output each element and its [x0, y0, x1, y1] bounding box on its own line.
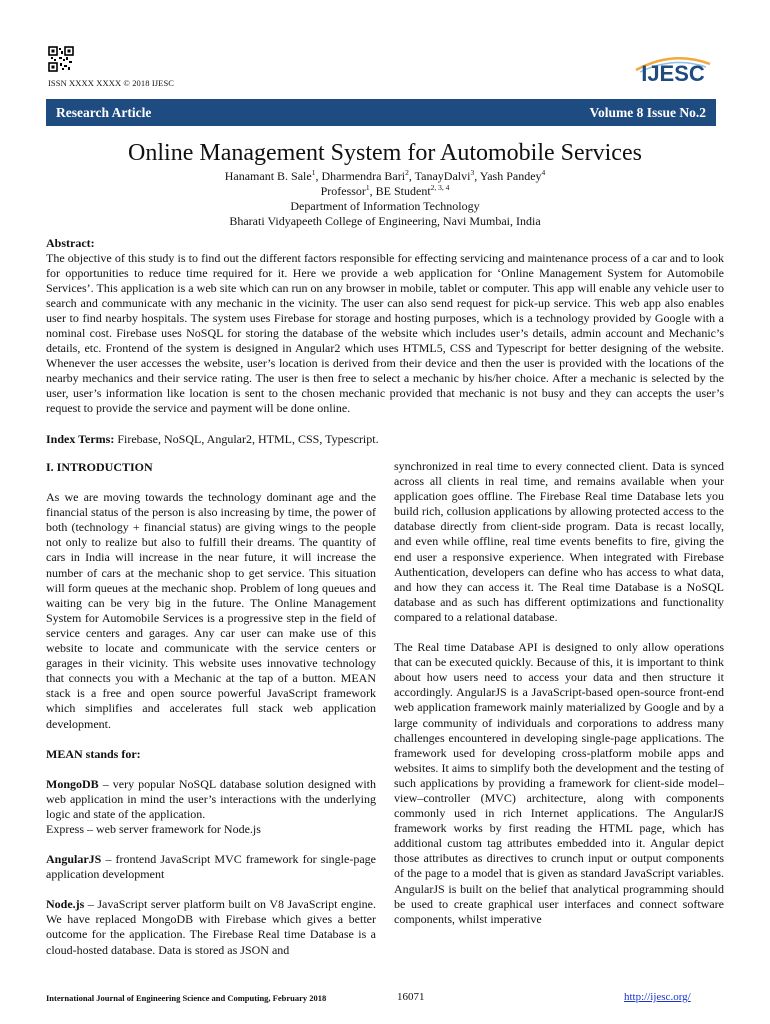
author-roles [0, 184, 770, 199]
article-type: Research Article [56, 104, 152, 120]
left-column [46, 460, 376, 973]
express-text: Express – web server framework for Node.js [46, 821, 261, 836]
volume-issue: Volume 8 Issue No.2 [589, 104, 706, 120]
mongodb-paragraph [46, 777, 376, 837]
author-name: , Dharmendra Bari [315, 169, 406, 183]
role-label: , BE Student [369, 184, 431, 198]
footer-url-link[interactable]: http://ijesc.org/ [624, 991, 691, 1003]
index-terms-label: Index Terms: [46, 432, 115, 446]
term-label: MongoDB [46, 776, 99, 791]
affiliation-mark: 4 [541, 168, 546, 177]
index-terms [46, 432, 724, 447]
term-label: Node.js [46, 897, 85, 912]
author-list [0, 169, 770, 184]
abstract-heading: Abstract: [46, 236, 95, 250]
realtime-api-paragraph: The Real time Database API is designed to only allow operations that can be executed quickly. Because of this, it is important to think about how users need to access your data and then structure it accordingly. AngularJS is a JavaScript-based open-source front-end web application framework mainly materialized by Google and by a large community of individuals and corporations to address many challenges encountered in developing single-page applications. The framework used for developing cross-platform mobile apps and websites. It aims to simplify both the development and the testing of such applications by providing a framework for client-side model–view–controller (MVC) architecture, along with components commonly used in rich Internet applications. The AngularJS framework works by first reading the HTML page, which has additional custom tag attributes embedded into it. Angular depict those attributes as directives to crunch input or output components of the page to a model that is given as standard JavaScript variables. AngularJS is built on the belief that analytical programming should be used to create graphical user interfaces and connect software components, whilst imperative [394, 640, 724, 926]
mean-heading: MEAN stands for: [46, 746, 141, 761]
term-text: – very popular NoSQL database solution designed with web application in mind the user’s interactions with the underlying logic and state of the application. [46, 776, 376, 821]
firebase-paragraph: synchronized in real time to every connected client. Data is synced across all clients in real time, and remains available when your application goes offline. The Firebase Real time Database lets you build rich, collusion applications by allowing protected access to the database directly from client-side program. Data is recast locally, and even while offline, real time events benefits to fire, giving the end user a responsive experience. When integrated with Firebase Authentication, developers can define who has access to what data, and how they can access it. The Real time Database is a NoSQL database and as such has different optimizations and functionality compared to a relational database. [394, 459, 724, 624]
footer-journal: International Journal of Engineering Science and Computing, February 2018 [46, 993, 327, 1003]
author-name: Hanamant B. Sale [224, 169, 312, 183]
term-text: – JavaScript server platform built on V8 JavaScript engine. We have replaced MongoDB with Firebase which gives a better outcome for the application. The Firebase Real time Database is a cloud-hosted database. Data is stored as JSON and [46, 897, 376, 957]
affiliation-mark: 3 [470, 168, 475, 177]
term-text: – frontend JavaScript MVC framework for single-page application development [46, 852, 376, 882]
ijesc-logo [632, 48, 714, 88]
nodejs-paragraph [46, 897, 376, 957]
term-label: AngularJS [46, 852, 102, 867]
abstract-text: The objective of this study is to find out the different factors responsible for effecting servicing and maintenance process of a car and to look for opportunities to reduce time required for it. Here we provide a web application for ‘Online Management System for Automobile Services’. This application is a web site which can run on any browser in mobile, tablet or computer. This app will enable any vehicle user to search and communicate with any mechanic in the vicinity. The user can also send request for pick-up service. This web app also enables user to find nearby hospitals. The system uses Firebase for storage and hosting purposes, which is a technology provided by Google with a nominal cost. Firebase uses NoSQL for storing the database of the website which includes user’s details, admin account and Mechanic’s details, etc. Frontend of the system is designed in Angular2 which uses HTML5, CSS and Typescript for better designing of the website. Whenever the user accesses the website, user’s location is derived from their device and then the user is provided with the locations of the nearby mechanics and their service rating. The user is then free to select a mechanic by his/her choice. After a mechanic is selected by the user, user’s information like location is sent to the chosen mechanic provided that mechanic is not busy and they can accepts the user’s request to provide the service and payment will be done online. [46, 251, 724, 415]
article-banner [46, 99, 716, 126]
index-terms-text: Firebase, NoSQL, Angular2, HTML, CSS, Typescript. [114, 432, 379, 446]
section-heading-introduction: I. INTRODUCTION [46, 460, 153, 474]
angularjs-paragraph [46, 852, 376, 882]
affiliation-mark: 1 [365, 183, 370, 192]
affiliation-mark: 1 [311, 168, 316, 177]
paper-title: Online Management System for Automobile Services [128, 140, 642, 166]
right-column [394, 459, 724, 942]
footer-page-number: 16071 [397, 991, 425, 1003]
issn-line: ISSN XXXX XXXX © 2018 IJESC [48, 78, 175, 88]
institution: Bharati Vidyapeeth College of Engineering, Navi Mumbai, India [229, 214, 541, 228]
affiliation-mark: 2 [405, 168, 409, 177]
author-name: , Yash Pandey [474, 169, 542, 183]
intro-paragraph: As we are moving towards the technology dominant age and the financial status of the person is also increasing by time, the power of both (technology + financial status) are giving wings to the people not only to realize but also to fulfill their dreams. The quantity of cars in India will increase in the near future, it will increase the number of cars at the mechanic shop to get service. This situation will form queues at the mechanic shop. Problem of long queues and waiting can be very big in the future. The Online Management System for Automobile Services is a progressive step in the field of service centers and garages. Any car user can make use of this website to locate and communicate with the service centers or garages in their vicinity. This website uses innovative technology that connects you with a Mechanic at the tap of a button. MEAN stack is a free and open source powerful JavaScript framework which simplifies and accelerates full stack web application development. [46, 490, 376, 731]
author-name: , TanayDalvi [408, 169, 471, 183]
role-label: Professor [320, 184, 366, 198]
logo-text: IJESC [641, 61, 705, 86]
abstract [46, 236, 724, 416]
department: Department of Information Technology [290, 199, 480, 213]
qr-code-icon [48, 46, 74, 72]
affiliation-mark: 2, 3, 4 [430, 183, 450, 192]
